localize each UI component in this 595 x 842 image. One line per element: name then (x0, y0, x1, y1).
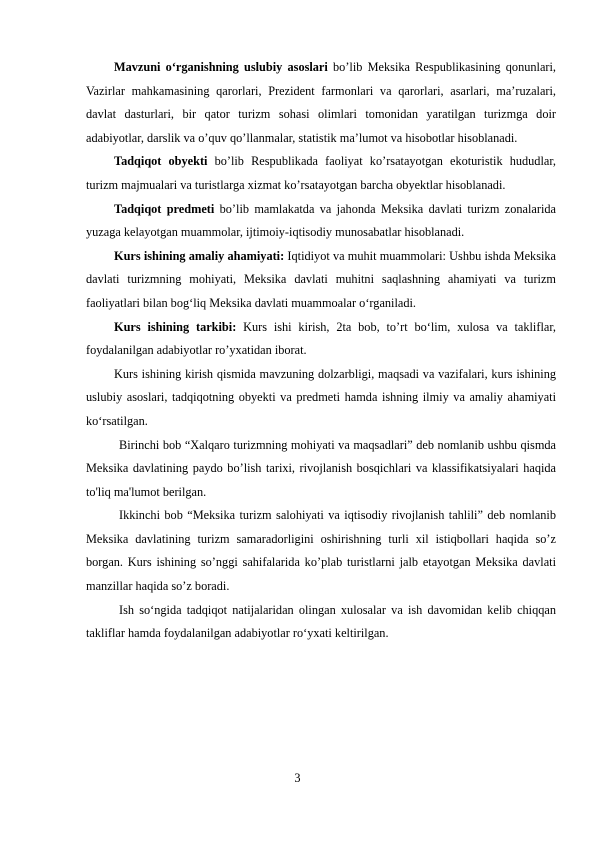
paragraph-chapter-one (86, 434, 556, 505)
paragraph-lead: Tadqiqot predmeti (114, 201, 215, 216)
paragraph-text: bo’lib mamlakatda va jahonda Meksika davlati turizm zonalarida yuzaga kelayotgan muammolar, ijtimoiy-iqtisodiy munosabatlar hisoblanadi. (86, 201, 556, 240)
paragraph-introduction-summary (86, 363, 556, 434)
paragraph-lead: Tadqiqot obyekti (114, 154, 208, 169)
paragraph-research-subject (86, 198, 556, 245)
paragraph-structure (86, 316, 556, 363)
paragraph-lead: Mavzuni o‘rganishning uslubiy asoslari (114, 60, 328, 74)
paragraph-conclusion (86, 599, 556, 646)
document-body (86, 56, 556, 646)
paragraph-text: bo’lib Meksika Respublikasining qonunlari, Vazirlar mahkamasining qarorlari, Prezident farmonlari va qarorlari, asarlari, ma’ruzalari, davlat dasturlari, bir qator turizm sohasi olimlari tomonidan yaratilgan turizmga doir adabiyotlar, darslik va o’quv qo’llanmalar, statistik ma’lumot va hisobotlar hisoblanadi. (86, 60, 556, 145)
page-number: 3 (294, 771, 301, 785)
paragraph-lead: Kurs ishining tarkibi: (114, 319, 237, 334)
paragraph-methodology (86, 56, 556, 150)
paragraph-text: Kurs ishining kirish qismida mavzuning dolzarbligi, maqsadi va vazifalari, kurs ishining uslubiy asoslari, tadqiqotning obyekti va predmeti hamda ishning ilmiy va amaliy ahamiyati ko‘rsatilgan. (86, 366, 556, 428)
paragraph-text: Ish so‘ngida tadqiqot natijalaridan olingan xulosalar va ish davomidan kelib chiqqan takliflar hamda foydalanilgan adabiyotlar ro‘yxati keltirilgan. (86, 602, 556, 641)
paragraph-text: Kurs ishi kirish, 2ta bob, to’rt bo‘lim, xulosa va takliflar, foydalanilgan adabiyotlar ro’yxatidan iborat. (86, 319, 556, 358)
paragraph-practical-significance (86, 245, 556, 316)
paragraph-research-object (86, 150, 556, 197)
paragraph-text: bo’lib Respublikada faoliyat ko’rsatayotgan ekoturistik hududlar, turizm majmualari va turistlarga xizmat ko’rsatayotgan barcha obyektlar hisoblanadi. (86, 154, 556, 192)
paragraph-chapter-two (86, 504, 556, 598)
paragraph-text: Birinchi bob “Xalqaro turizmning mohiyati va maqsadlari” deb nomlanib ushbu qismda Meksika davlatining paydo bo’lish tarixi, rivojlanish bosqichlari va klassifikatsiyalari haqida to'liq ma'lumot berilgan. (86, 437, 556, 499)
paragraph-lead: Kurs ishining amaliy ahamiyati: (114, 248, 285, 263)
paragraph-text: Ikkinchi bob “Meksika turizm salohiyati va iqtisodiy rivojlanish tahlili” deb nomlanib Meksika davlatining turizm samaradorligini oshirishning turli xil istiqbollari haqida so’z borgan. Kurs ishining so’nggi sahifalarida ko’plab turistlarni jalb etayotgan Meksika davlati manzillar haqida so’z boradi. (86, 508, 556, 594)
paragraph-text: Iqtidiyot va muhit muammolari: Ushbu ishda Meksika davlati turizmning mohiyati, Meksika davlati muhitni saqlashning ahamiyati va turizm faoliyatlari bilan bog‘liq Meksika davlati muammoalar o‘rganiladi. (86, 248, 556, 310)
